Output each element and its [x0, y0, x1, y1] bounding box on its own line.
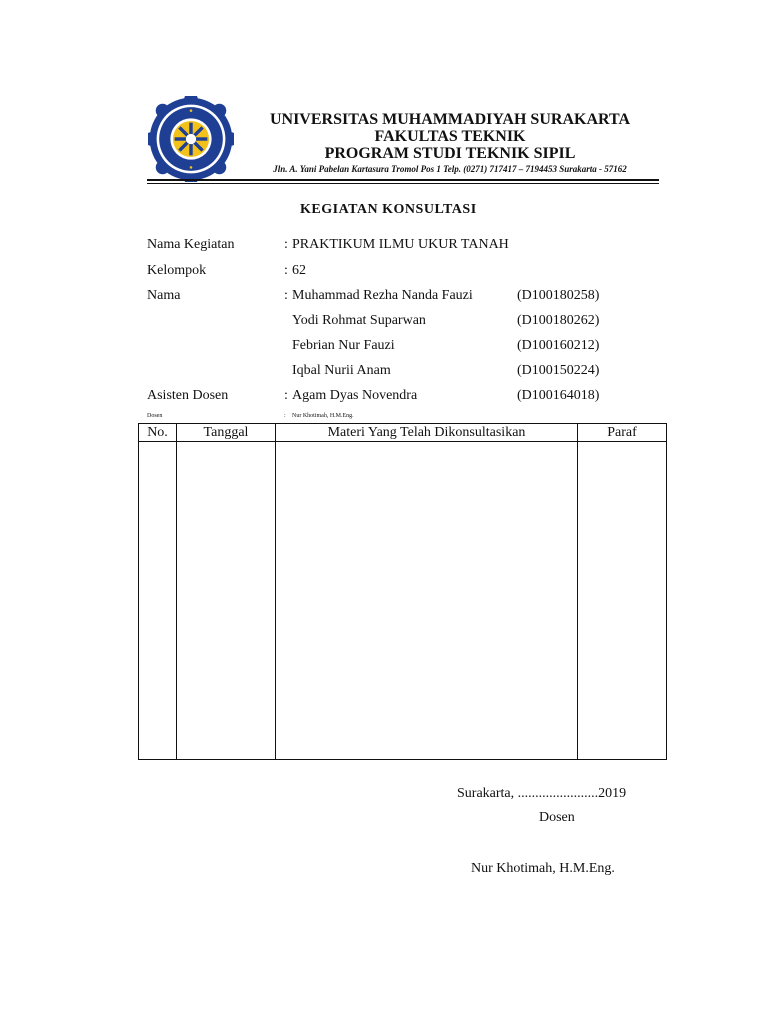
signature-name: Nur Khotimah, H.M.Eng. — [471, 861, 615, 876]
header-tanggal: Tanggal — [177, 424, 276, 442]
colon: : — [284, 288, 288, 303]
header-no: No. — [139, 424, 177, 442]
table-row — [139, 442, 667, 760]
member-nim: (D100180262) — [517, 313, 600, 328]
header-rule-thick — [147, 179, 659, 181]
dosen-label: Dosen — [147, 413, 163, 419]
kegiatan-value: PRAKTIKUM ILMU UKUR TANAH — [292, 237, 509, 252]
member-nim: (D100150224) — [517, 363, 600, 378]
member-name: Muhammad Rezha Nanda Fauzi — [292, 288, 473, 303]
consultation-table — [138, 423, 667, 760]
header-rule-thin — [147, 183, 659, 184]
colon: : — [284, 388, 288, 403]
header-materi: Materi Yang Telah Dikonsultasikan — [276, 424, 578, 442]
cell-materi[interactable] — [276, 442, 578, 760]
university-logo — [148, 96, 234, 182]
kelompok-value: 62 — [292, 263, 306, 278]
nama-label: Nama — [147, 288, 181, 303]
member-name: Iqbal Nurii Anam — [292, 363, 391, 378]
asisten-label: Asisten Dosen — [147, 388, 229, 403]
table-header-row — [139, 424, 667, 442]
document-title: KEGIATAN KONSULTASI — [300, 202, 477, 217]
kelompok-label: Kelompok — [147, 263, 207, 278]
cell-paraf[interactable] — [578, 442, 667, 760]
asisten-name: Agam Dyas Novendra — [292, 388, 418, 403]
kegiatan-label: Nama Kegiatan — [147, 237, 235, 252]
university-name: UNIVERSITAS MUHAMMADIYAH SURAKARTA — [269, 111, 631, 128]
asisten-nim: (D100164018) — [517, 388, 600, 403]
member-name: Yodi Rohmat Suparwan — [292, 313, 426, 328]
place-date: Surakarta, .......................2019 — [457, 786, 627, 801]
cell-tanggal[interactable] — [177, 442, 276, 760]
dosen-value: Nur Khotimah, H.M.Eng. — [292, 413, 354, 419]
header-paraf: Paraf — [578, 424, 667, 442]
address-line: Jln. A. Yani Pabelan Kartasura Tromol Pos 1 Telp. (0271) 717417 – 7194453 Surakarta - 57162 — [273, 164, 627, 174]
cell-no[interactable] — [139, 442, 177, 760]
member-name: Febrian Nur Fauzi — [292, 338, 395, 353]
member-nim: (D100160212) — [517, 338, 600, 353]
colon: : — [284, 413, 286, 419]
colon: : — [284, 263, 288, 278]
faculty-name: FAKULTAS TEKNIK — [374, 128, 526, 145]
program-name: PROGRAM STUDI TEKNIK SIPIL — [324, 145, 576, 162]
signature-role: Dosen — [539, 810, 575, 825]
member-nim: (D100180258) — [517, 288, 600, 303]
colon: : — [284, 237, 288, 252]
